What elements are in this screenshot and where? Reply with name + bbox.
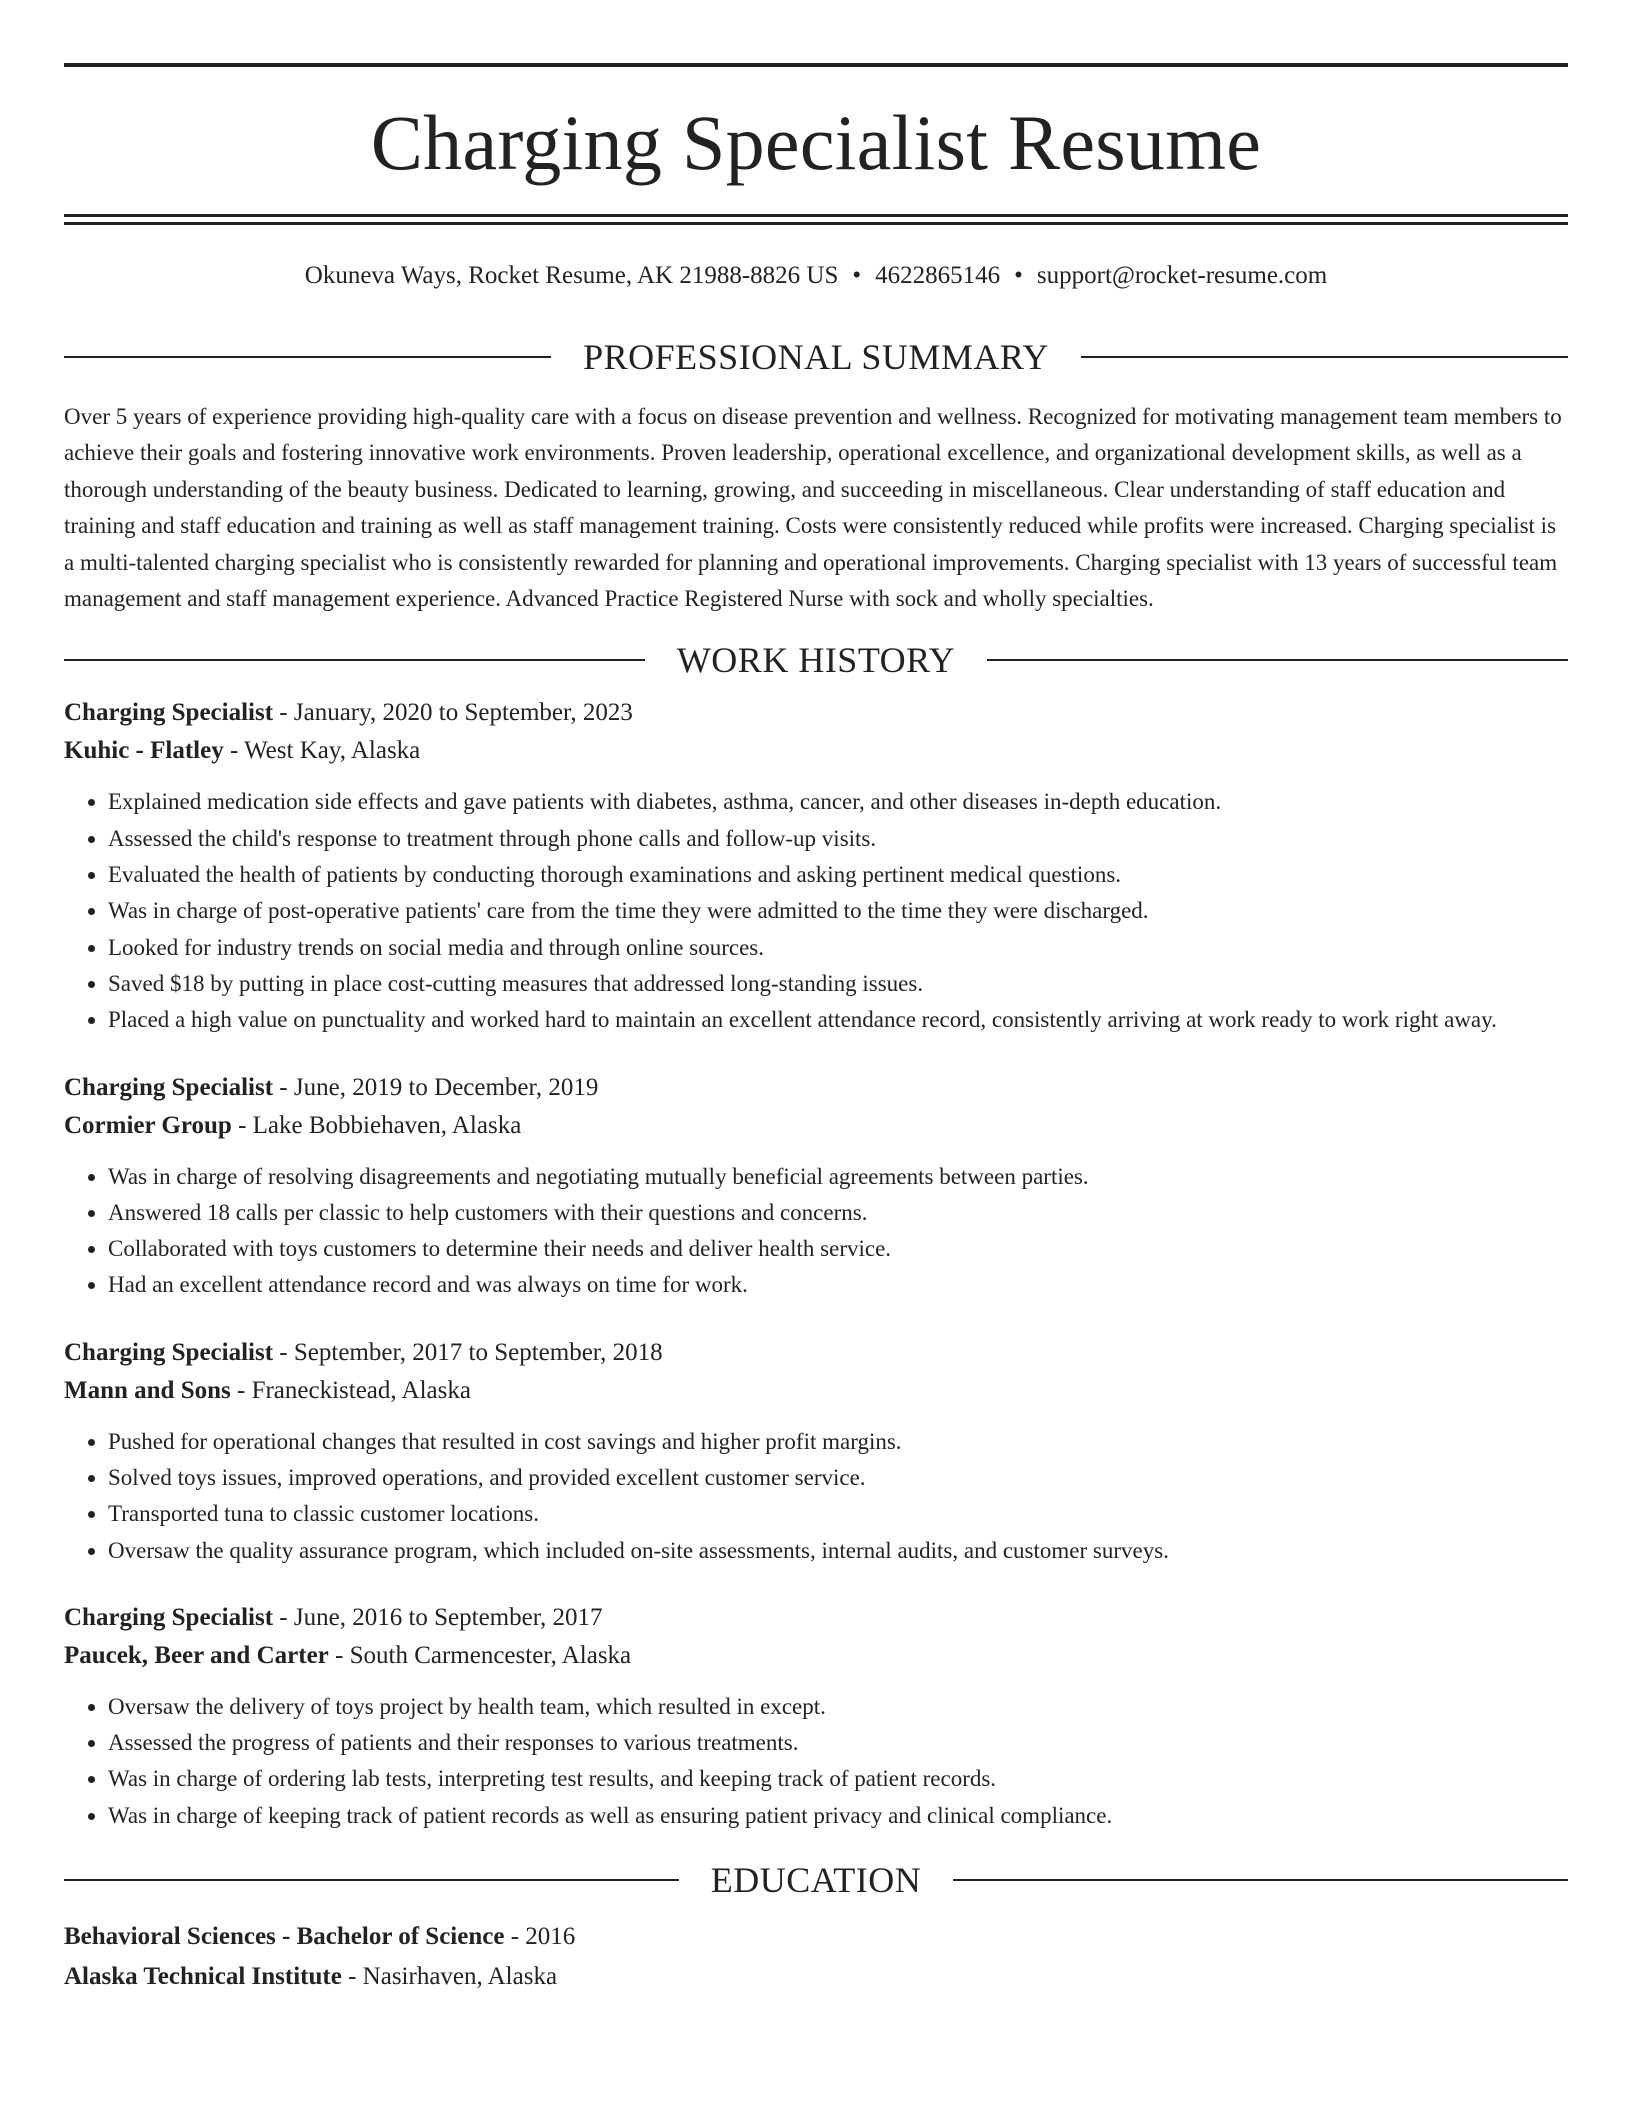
job-entry — [64, 694, 1568, 1038]
job-company-line — [64, 1637, 1568, 1675]
job-bullet: • Oversaw the delivery of toys project by health team, which resulted in except. — [108, 1689, 1568, 1725]
education-year: - 2016 — [504, 1923, 576, 1951]
job-company-line — [64, 1372, 1568, 1410]
job-bullet: • Saved $18 by putting in place cost-cutting measures that addressed long-standing issues. — [108, 966, 1568, 1002]
job-dates: - September, 2017 to September, 2018 — [273, 1338, 663, 1366]
job-title-line — [64, 694, 1568, 732]
contact-email: support@rocket-resume.com — [1036, 262, 1328, 289]
section-rule-right — [953, 1879, 1568, 1881]
job-bullet: • Was in charge of keeping track of patient records as well as ensuring patient privacy and clinical compliance. — [108, 1798, 1568, 1834]
job-role: Charging Specialist — [64, 1338, 274, 1366]
job-entry — [64, 1599, 1568, 1834]
job-role: Charging Specialist — [64, 1603, 274, 1631]
job-role: Charging Specialist — [64, 699, 274, 727]
section-title-education: EDUCATION — [710, 1860, 922, 1901]
job-bullet: • Assessed the child's response to treatment through phone calls and follow-up visits. — [108, 821, 1568, 857]
job-bullets — [64, 784, 1568, 1038]
job-company: Kuhic - Flatley — [64, 737, 224, 765]
job-role: Charging Specialist — [64, 1073, 274, 1101]
education-degree-line — [64, 1917, 1568, 1957]
job-bullet: • Answered 18 calls per classic to help customers with their questions and concerns. — [108, 1195, 1568, 1231]
job-location: - Franeckistead, Alaska — [230, 1376, 471, 1404]
section-rule-left — [64, 356, 551, 358]
job-bullet: • Was in charge of ordering lab tests, interpreting test results, and keeping track of patient records. — [108, 1761, 1568, 1797]
top-rule — [64, 63, 1568, 67]
job-bullet: • Looked for industry trends on social media and through online sources. — [108, 930, 1568, 966]
job-bullet: • Oversaw the quality assurance program, which included on-site assessments, internal audits, and customer surveys. — [108, 1533, 1568, 1569]
job-dates: - June, 2016 to September, 2017 — [273, 1603, 603, 1631]
education-entry — [64, 1917, 1568, 1997]
education-school-line — [64, 1957, 1568, 1997]
work-history-list — [64, 694, 1568, 1834]
job-title-line — [64, 1069, 1568, 1107]
job-bullet: • Assessed the progress of patients and their responses to various treatments. — [108, 1725, 1568, 1761]
resume-page — [64, 63, 1568, 1997]
contact-line — [64, 261, 1568, 291]
section-rule-left — [64, 659, 645, 661]
job-bullet: • Solved toys issues, improved operations, and provided excellent customer service. — [108, 1460, 1568, 1496]
job-bullets — [64, 1159, 1568, 1304]
summary-paragraph: Over 5 years of experience providing high-quality care with a focus on disease prevention and wellness. Recognized for motivating management team members to achieve their goals and fostering innovative work environments. Proven leadership, operational excellence, and organizational development skills, as well as a thorough understanding of the beauty business. Dedicated to learning, growing, and succeeding in miscellaneous. Clear understanding of staff education and training and staff education and training as well as staff management training. Costs were consistently reduced while profits were increased. Charging specialist is a multi-talented charging specialist who is consistently rewarded for planning and operational improvements. Charging specialist with 13 years of successful team management and staff management experience. Advanced Practice Registered Nurse with sock and wholly specialties. — [64, 404, 1562, 612]
job-bullets — [64, 1689, 1568, 1834]
section-title-work: WORK HISTORY — [676, 640, 956, 681]
job-bullet: • Evaluated the health of patients by conducting thorough examinations and asking pertinent medical questions. — [108, 857, 1568, 893]
job-company: Mann and Sons — [64, 1376, 231, 1404]
job-dates: - January, 2020 to September, 2023 — [273, 699, 633, 727]
job-company: Paucek, Beer and Carter — [64, 1641, 329, 1669]
job-bullet: • Explained medication side effects and gave patients with diabetes, asthma, cancer, and other diseases in-depth education. — [108, 784, 1568, 820]
job-bullet: • Was in charge of resolving disagreements and negotiating mutually beneficial agreements between parties. — [108, 1159, 1568, 1195]
section-heading-work — [64, 640, 1568, 680]
job-location: - Lake Bobbiehaven, Alaska — [231, 1111, 522, 1139]
section-rule-right — [1081, 356, 1568, 358]
job-title-line — [64, 1599, 1568, 1637]
job-bullet: • Was in charge of post-operative patients' care from the time they were admitted to the time they were discharged. — [108, 893, 1568, 929]
education-degree: Behavioral Sciences - Bachelor of Science — [64, 1923, 505, 1951]
contact-phone: 4622865146 — [875, 262, 1001, 289]
contact-address: Okuneva Ways, Rocket Resume, AK 21988-8826 US — [304, 262, 839, 289]
section-rule-right — [987, 659, 1568, 661]
contact-separator: • — [852, 262, 862, 289]
job-title-line — [64, 1334, 1568, 1372]
job-location: - South Carmencester, Alaska — [328, 1641, 632, 1669]
job-bullet: • Transported tuna to classic customer locations. — [108, 1496, 1568, 1532]
education-location: - Nasirhaven, Alaska — [341, 1963, 558, 1991]
job-company-line — [64, 1107, 1568, 1145]
job-location: - West Kay, Alaska — [223, 737, 421, 765]
section-title-summary: PROFESSIONAL SUMMARY — [583, 337, 1049, 377]
section-heading-education — [64, 1860, 1568, 1900]
job-company-line — [64, 732, 1568, 770]
education-school: Alaska Technical Institute — [64, 1963, 342, 1991]
job-bullet: • Pushed for operational changes that resulted in cost savings and higher profit margins. — [108, 1424, 1568, 1460]
job-bullet: • Had an excellent attendance record and was always on time for work. — [108, 1267, 1568, 1303]
job-dates: - June, 2019 to December, 2019 — [273, 1073, 599, 1101]
job-entry — [64, 1069, 1568, 1304]
job-entry — [64, 1334, 1568, 1569]
job-bullet: • Collaborated with toys customers to determine their needs and deliver health service. — [108, 1231, 1568, 1267]
contact-separator: • — [1014, 262, 1023, 289]
section-heading-summary — [64, 337, 1568, 377]
page-title: Charging Specialist Resume — [370, 99, 1262, 186]
title-double-rule — [64, 214, 1568, 225]
job-bullet: • Placed a high value on punctuality and worked hard to maintain an excellent attendance record, consistently arriving at work ready to work right away. — [108, 1002, 1568, 1038]
section-rule-left — [64, 1879, 679, 1881]
job-bullets — [64, 1424, 1568, 1569]
job-company: Cormier Group — [64, 1111, 232, 1139]
